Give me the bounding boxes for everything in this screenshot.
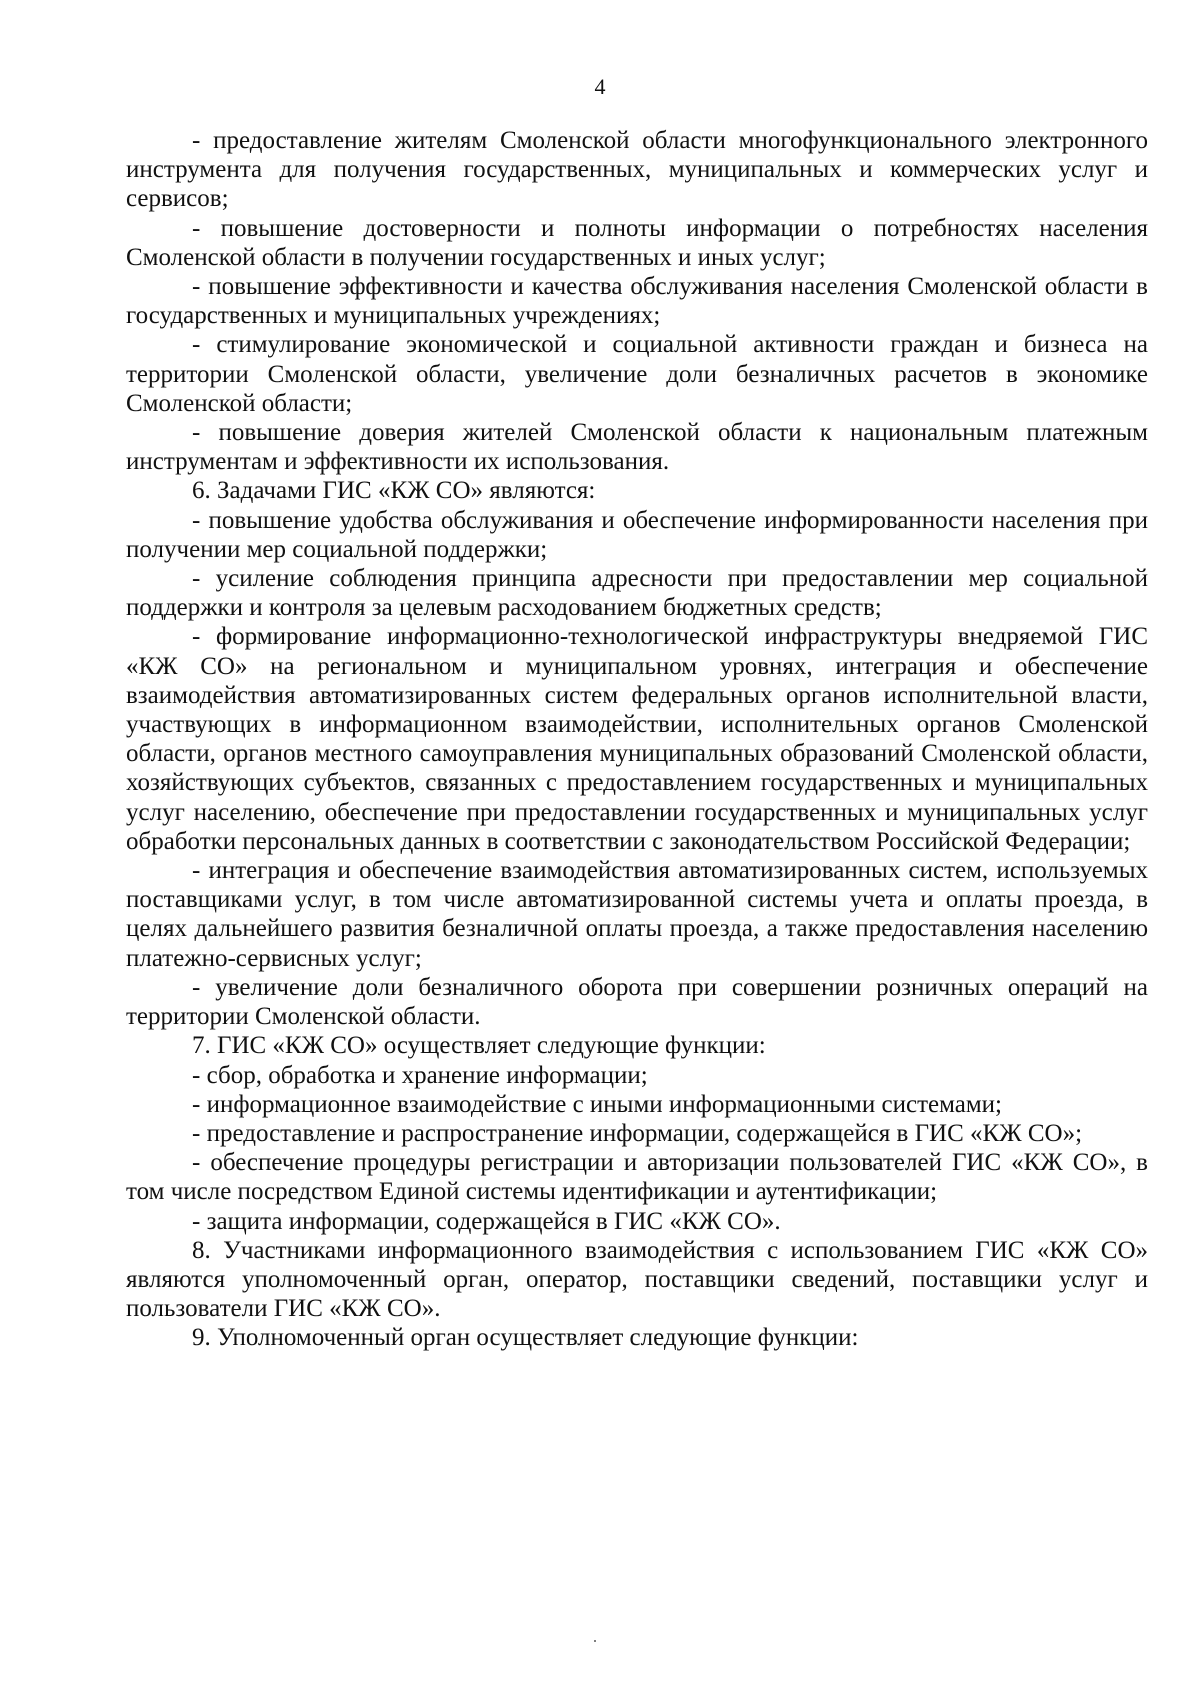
page-number: 4 [594, 74, 606, 99]
paragraph: - формирование информационно-технологической инфраструктуры внедряемой ГИС «КЖ СО» на региональном и муниципальном уровнях, интеграция и обеспечение взаимодействия автоматизированных систем федеральных органов исполнительной власти, участвующих в информационном взаимодействии, исполнительных органов Смоленской области, органов местного самоуправления муниципальных образований Смоленской области, хозяйствующих субъектов, связанных с предоставлением государственных и муниципальных услуг населению, обеспечение при предоставлении государственных и муниципальных услуг обработки персональных данных в соответствии с законодательством Российской Федерации; [126, 623, 1148, 855]
paragraph: - повышение достоверности и полноты информации о потребностях населения Смоленской области в получении государственных и иных услуг; [126, 214, 1148, 271]
paragraph: - предоставление жителям Смоленской области многофункционального электронного инструмента для получения государственных, муниципальных и коммерческих услуг и сервисов; [126, 127, 1148, 213]
paragraph: - повышение эффективности и качества обслуживания населения Смоленской области в государственных и муниципальных учреждениях; [126, 273, 1148, 330]
scan-speck [594, 1640, 596, 1642]
paragraph: - увеличение доли безналичного оборота при совершении розничных операций на территории Смоленской области. [126, 973, 1148, 1031]
section-heading-6: 6. Задачами ГИС «КЖ СО» являются: [192, 477, 596, 505]
paragraph: - повышение удобства обслуживания и обеспечение информированности населения при получении мер социальной поддержки; [126, 506, 1148, 563]
document-body [126, 126, 1148, 1353]
section-heading-7: 7. ГИС «КЖ СО» осуществляет следующие функции: [192, 1032, 766, 1060]
paragraph: - обеспечение процедуры регистрации и авторизации пользователей ГИС «КЖ СО», в том числе посредством Единой системы идентификации и аутентификации; [126, 1149, 1148, 1206]
paragraph: - сбор, обработка и хранение информации; [192, 1061, 648, 1089]
section-heading-9: 9. Уполномоченный орган осуществляет следующие функции: [192, 1324, 859, 1352]
paragraph: - интеграция и обеспечение взаимодействия автоматизированных систем, используемых поставщиками услуг, в том числе автоматизированной системы учета и оплаты проезда, в целях дальнейшего развития безналичной оплаты проезда, а также предоставления населению платежно-сервисных услуг; [126, 857, 1148, 972]
paragraph: - повышение доверия жителей Смоленской области к национальным платежным инструментам и эффективности их использования. [126, 419, 1148, 476]
paragraph: - предоставление и распространение информации, содержащейся в ГИС «КЖ СО»; [192, 1119, 1083, 1147]
paragraph: - защита информации, содержащейся в ГИС «КЖ СО». [192, 1207, 781, 1235]
section-heading-8: 8. Участниками информационного взаимодействия с использованием ГИС «КЖ СО» являются уполномоченный орган, оператор, поставщики сведений, поставщики услуг и пользователи ГИС «КЖ СО». [126, 1236, 1148, 1323]
paragraph: - информационное взаимодействие с иными информационными системами; [192, 1090, 1002, 1118]
paragraph: - усиление соблюдения принципа адресности при предоставлении мер социальной поддержки и контроля за целевым расходованием бюджетных средств; [126, 565, 1148, 622]
paragraph: - стимулирование экономической и социальной активности граждан и бизнеса на территории Смоленской области, увеличение доли безналичных расчетов в экономике Смоленской области; [126, 331, 1148, 417]
